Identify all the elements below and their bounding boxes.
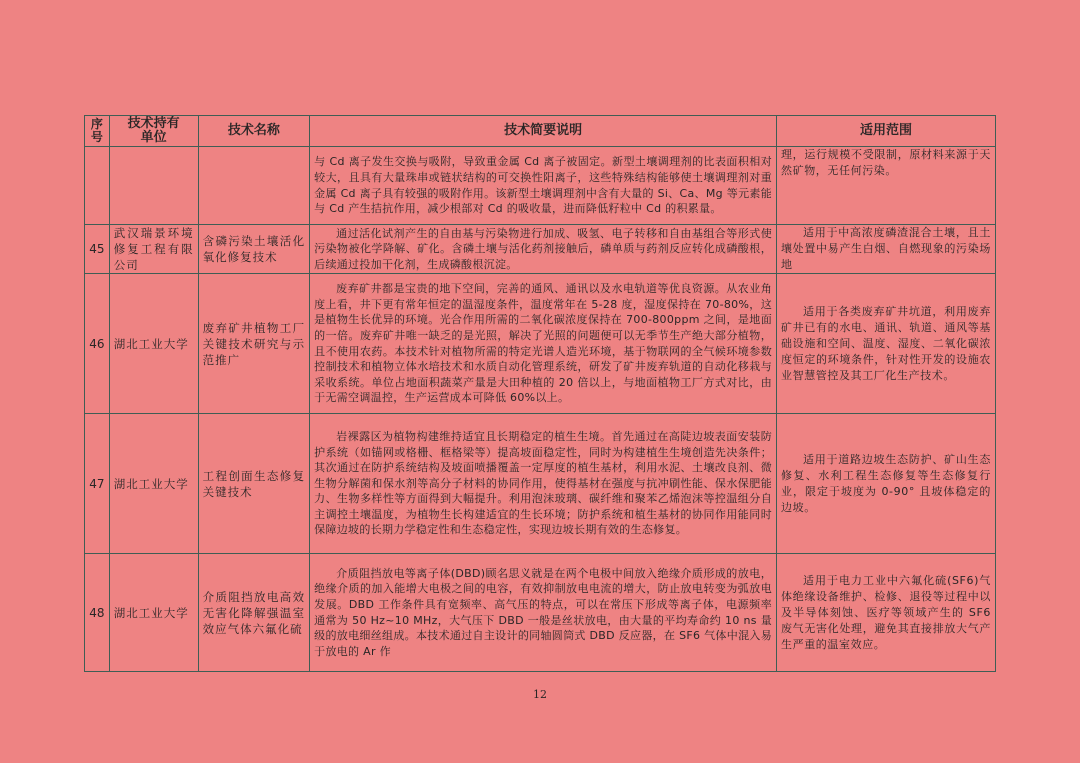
row-number: 47	[85, 414, 110, 554]
row-description: 与 Cd 离子发生交换与吸附，导致重金属 Cd 离子被固定。新型土壤调理剂的比表面积相对较大，且具有大量珠串或链状结构的可交换性阳离子，这些特殊结构能够使土壤调理剂对重金属 Cd 离子具有较强的吸附作用。该新型土壤调理剂中含有大量的 Si、Ca、Mg 等元素能与 Cd 产生拮抗作用，减少根部对 Cd 的吸收量，进而降低籽粒中 Cd 的积累量。	[310, 147, 777, 225]
row-scope: 适用于各类废弃矿井坑道，利用废弃矿井已有的水电、通讯、轨道、通风等基础设施和空间、温度、湿度、二氧化碳浓度恒定的环境条件，针对性开发的设施农业智慧管控及其工厂化生产技术。	[777, 274, 996, 414]
technology-table	[84, 115, 996, 672]
header-technology-description: 技术简要说明	[310, 116, 777, 147]
row-number: 46	[85, 274, 110, 414]
row-scope: 理，运行规模不受限制，原材料来源于天然矿物，无任何污染。	[777, 147, 996, 225]
table-row	[85, 225, 996, 274]
header-application-scope: 适用范围	[777, 116, 996, 147]
row-scope: 适用于道路边坡生态防护、矿山生态修复、水利工程生态修复等生态修复行业，限定于坡度为 0-90° 且坡体稳定的边坡。	[777, 414, 996, 554]
row-tech-name: 含磷污染土壤活化氧化修复技术	[198, 225, 310, 274]
row-description: 介质阻挡放电等离子体(DBD)顾名思义就是在两个电极中间放入绝缘介质形成的放电，绝缘介质的加入能增大电极之间的电容，有效抑制放电电流的增大，防止放电转变为弧放电发展。DBD 工作条件具有宽频率、高气压的特点，可以在常压下形成等离子体，电源频率通常为 50 Hz~10 MHz，大气压下 DBD 一般是丝状放电，由大量的平均寿命约 10 ns 量级的放电细丝组成。本技术通过自主设计的同轴圆筒式 DBD 反应器，在 SF6 气体中混入易于放电的 Ar 作	[310, 554, 777, 672]
table-row	[85, 554, 996, 672]
row-scope: 适用于中高浓度磷渣混合土壤，且土壤处置中易产生白烟、自燃现象的污染场地	[777, 225, 996, 274]
row-description: 通过活化试剂产生的自由基与污染物进行加成、吸氢、电子转移和自由基组合等形式使污染物被化学降解、矿化。含磷土壤与活化药剂接触后，磷单质与药剂反应转化成磷酸根，后续通过投加干化剂，生成磷酸根沉淀。	[310, 225, 777, 274]
row-holder: 湖北工业大学	[109, 414, 198, 554]
row-description: 废弃矿井都是宝贵的地下空间，完善的通风、通讯以及水电轨道等优良资源。从农业角度上看，井下更有常年恒定的温湿度条件，温度常年在 5-28 度，湿度保持在 70-80%，这是植物生长优异的环境。光合作用所需的二氧化碳浓度保持在 700-800ppm 之间，是地面的一倍。废弃矿井唯一缺乏的是光照，解决了光照的问题便可以无季节生产绝大部分植物，且不使用农药。本技术针对植物所需的特定光谱人造光环境，基于物联网的全气候环境参数控制技术和植物立体水培技术和水质自动化管理系统，研发了矿井废弃轨道的自动化移栽与采收系统。单位占地面积蔬菜产量是大田种植的 20 倍以上，与地面植物工厂方式对比，由于无需空调温控，生产运营成本可降低 60%以上。	[310, 274, 777, 414]
row-tech-name: 介质阻挡放电高效无害化降解强温室效应气体六氟化硫	[198, 554, 310, 672]
table-row	[85, 414, 996, 554]
table-header-row	[85, 116, 996, 147]
header-technology-holder: 技术持有单位	[109, 116, 198, 147]
table-row	[85, 147, 996, 225]
table-row	[85, 274, 996, 414]
row-tech-name: 工程创面生态修复关键技术	[198, 414, 310, 554]
row-holder: 湖北工业大学	[109, 554, 198, 672]
row-description: 岩裸露区为植物构建维持适宜且长期稳定的植生生境。首先通过在高陡边坡表面安装防护系统（如锚网或格栅、框格梁等）提高坡面稳定性，同时为构建植生生境创造先决条件；其次通过在防护系统结构及坡面喷播覆盖一定厚度的植生基材，利用水泥、土壤改良剂、微生物分解菌和保水剂等高分子材料的协同作用，使得基材在强度与抗冲刷性能、保水保肥能力、生物多样性等方面得到大幅提升。利用泡沫玻璃、碳纤维和聚苯乙烯泡沫等控温组分自主调控土壤温度，为植物生长构建适宜的生长环境；防护系统和植生基材的协同作用能同时保障边坡的长期力学稳定性和生态稳定性，实现边坡长期有效的生态修复。	[310, 414, 777, 554]
row-holder: 湖北工业大学	[109, 274, 198, 414]
page-number: 12	[533, 688, 547, 701]
row-number: 45	[85, 225, 110, 274]
header-technology-name: 技术名称	[198, 116, 310, 147]
header-serial-number: 序号	[85, 116, 110, 147]
row-number	[85, 147, 110, 225]
row-number: 48	[85, 554, 110, 672]
row-tech-name	[198, 147, 310, 225]
row-holder	[109, 147, 198, 225]
row-tech-name: 废弃矿井植物工厂关键技术研究与示范推广	[198, 274, 310, 414]
row-scope: 适用于电力工业中六氟化硫(SF6)气体绝缘设备维护、检修、退役等过程中以及半导体刻蚀、医疗等领域产生的 SF6 废气无害化处理，避免其直接排放大气产生严重的温室效应。	[777, 554, 996, 672]
row-holder: 武汉瑞景环境修复工程有限公司	[109, 225, 198, 274]
